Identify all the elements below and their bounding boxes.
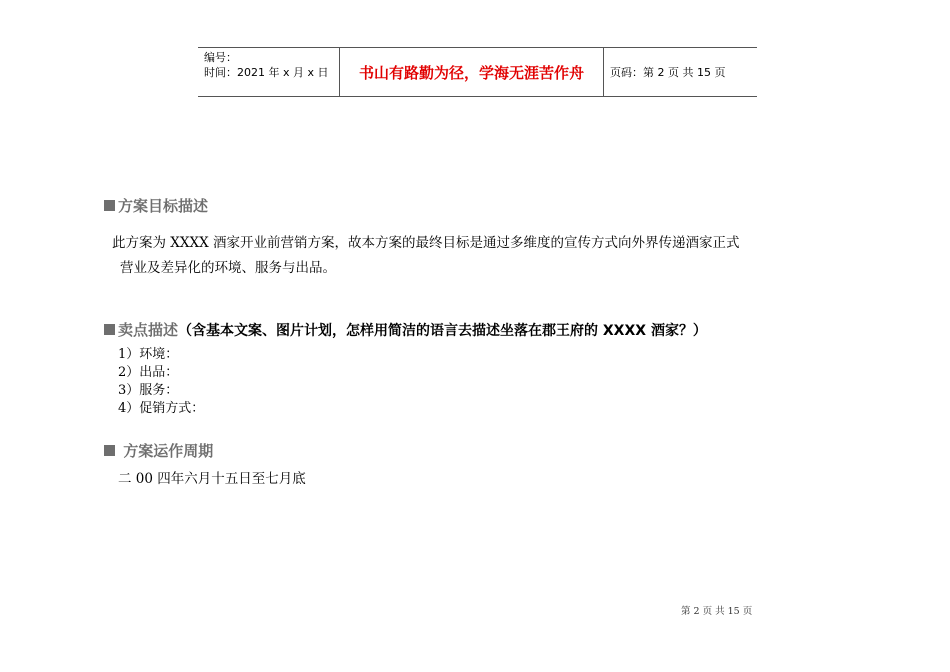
header-page-number: 页码：第 2 页 共 15 页 (610, 66, 726, 79)
section-title-cycle: 方案运作周期 (104, 440, 213, 461)
section-title-selling-points: 卖点描述（含基本文案、图片计划，怎样用简洁的语言去描述坐落在郡王府的 XXXX 酒家？） (104, 319, 707, 340)
bullet-square-icon (104, 324, 115, 335)
document-date: 时间：2021 年 x 月 x 日 (204, 66, 329, 79)
cycle-paragraph: 二 00 四年六月十五日至七月底 (118, 471, 306, 487)
list-item: 4）促销方式： (118, 401, 205, 416)
list-item: 1）环境： (118, 347, 179, 362)
bullet-square-icon (104, 445, 115, 456)
list-item: 2）出品： (118, 365, 179, 380)
section-title-goal: 方案目标描述 (104, 195, 208, 216)
page-footer: 第 2 页 共 15 页 (681, 606, 753, 617)
goal-paragraph-line2: 营业及差异化的环境、服务与出品。 (120, 260, 336, 276)
selling-points-note: （含基本文案、图片计划，怎样用简洁的语言去描述坐落在郡王府的 XXXX 酒家？） (178, 323, 707, 339)
goal-paragraph-line1: 此方案为 XXXX 酒家开业前营销方案，故本方案的最终目标是通过多维度的宣传方式向外界传递酒家正式 (112, 235, 740, 251)
list-item: 3）服务： (118, 383, 179, 398)
header-info-cell (198, 48, 340, 96)
header-motto: 书山有路勤为径，学海无涯苦作舟 (340, 48, 604, 96)
selling-points-list (118, 346, 204, 418)
document-number: 编号： (204, 51, 237, 64)
header-table (198, 47, 757, 97)
bullet-square-icon (104, 200, 115, 211)
